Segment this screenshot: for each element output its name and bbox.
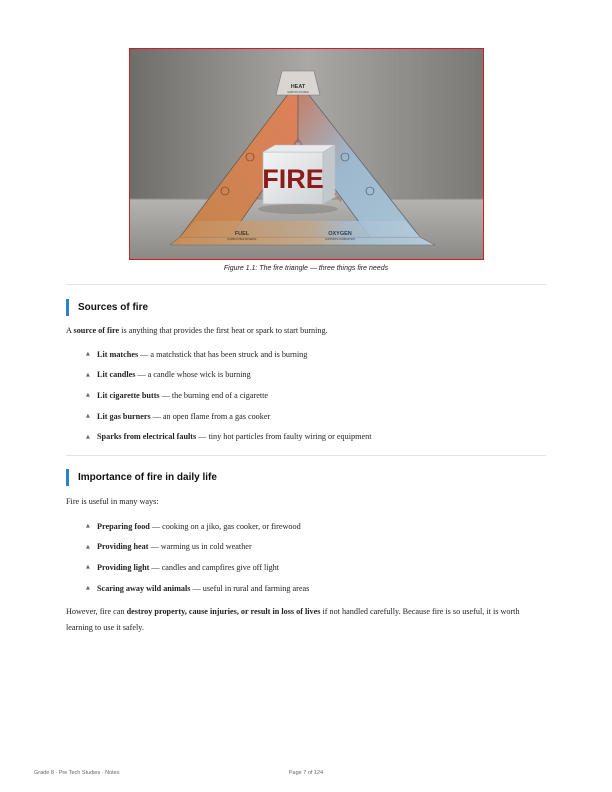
divider bbox=[66, 284, 546, 285]
source-of-fire-term: source of fire bbox=[73, 326, 120, 335]
triangle-bullet-icon: ▲ bbox=[86, 523, 90, 530]
list-item: ▲ Providing heat — warming us in cold weather bbox=[86, 542, 252, 552]
fire-triangle-illustration bbox=[130, 49, 484, 260]
section-title: Importance of fire in daily life bbox=[78, 472, 217, 483]
triangle-bullet-icon: ▲ bbox=[86, 392, 90, 399]
oxygen-sublabel: SUPPORTS COMBUSTION bbox=[325, 238, 355, 241]
list-item: ▲ Scaring away wild animals — useful in rural and farming areas bbox=[86, 583, 310, 593]
triangle-bullet-icon: ▲ bbox=[86, 585, 90, 592]
list-item: ▲ Preparing food — cooking on a jiko, gas cooker, or firewood bbox=[86, 521, 301, 531]
section-accent-bar bbox=[66, 299, 69, 316]
list-item: ▲ Lit cigarette butts — the burning end of a cigarette bbox=[86, 390, 269, 400]
triangle-bullet-icon: ▲ bbox=[86, 371, 90, 378]
list-item: ▲ Providing light — candles and campfires give off light bbox=[86, 562, 280, 572]
section-title: Sources of fire bbox=[78, 302, 149, 313]
fire-center-label: FIRE bbox=[262, 164, 324, 194]
triangle-bullet-icon: ▲ bbox=[86, 413, 90, 420]
fire-triangle-figure bbox=[129, 48, 484, 260]
figure-caption: Figure 1.1: The fire triangle — three things fire needs bbox=[223, 265, 389, 272]
oxygen-label: OXYGEN bbox=[328, 231, 352, 237]
section-heading-sources-of-fire bbox=[66, 299, 148, 316]
sources-intro-paragraph: A source of fire is anything that provides the first heat or spark to start burning. bbox=[66, 326, 328, 335]
section-accent-bar bbox=[66, 469, 69, 486]
footer-page-number: Page 7 of 124 bbox=[288, 770, 324, 776]
sources-list bbox=[86, 344, 546, 447]
triangle-bullet-icon: ▲ bbox=[86, 351, 90, 358]
heat-sublabel: IGNITION SOURCE bbox=[287, 91, 309, 94]
fuel-sublabel: COMBUSTIBLE MATERIAL bbox=[227, 238, 257, 241]
importance-intro-paragraph: Fire is useful in many ways: bbox=[66, 497, 159, 506]
heat-label: HEAT bbox=[290, 84, 306, 90]
list-item: ▲ Lit candles — a candle whose wick is burning bbox=[86, 370, 251, 380]
dangers-emphasis: destroy property, cause injuries, or result in loss of lives bbox=[126, 607, 321, 616]
divider bbox=[66, 455, 546, 456]
closing-paragraph: However, fire can destroy property, cause injuries, or result in loss of lives if not handled carefully. Because fire is so useful, it is worth learning to use it safely. bbox=[66, 607, 520, 632]
section-heading-importance-of-fire bbox=[66, 469, 217, 486]
triangle-bullet-icon: ▲ bbox=[86, 433, 90, 440]
footer-course-label: Grade 8 · Pre Tech Studies · Notes bbox=[34, 770, 120, 776]
list-item: ▲ Lit gas burners — an open flame from a gas cooker bbox=[86, 411, 271, 421]
list-item: ▲ Lit matches — a matchstick that has been struck and is burning bbox=[86, 349, 308, 359]
fuel-label: FUEL bbox=[234, 231, 250, 237]
triangle-bullet-icon: ▲ bbox=[86, 564, 90, 571]
importance-list bbox=[86, 516, 546, 598]
triangle-bullet-icon: ▲ bbox=[86, 543, 90, 550]
list-item: ▲ Sparks from electrical faults — tiny hot particles from faulty wiring or equipment bbox=[86, 432, 372, 442]
